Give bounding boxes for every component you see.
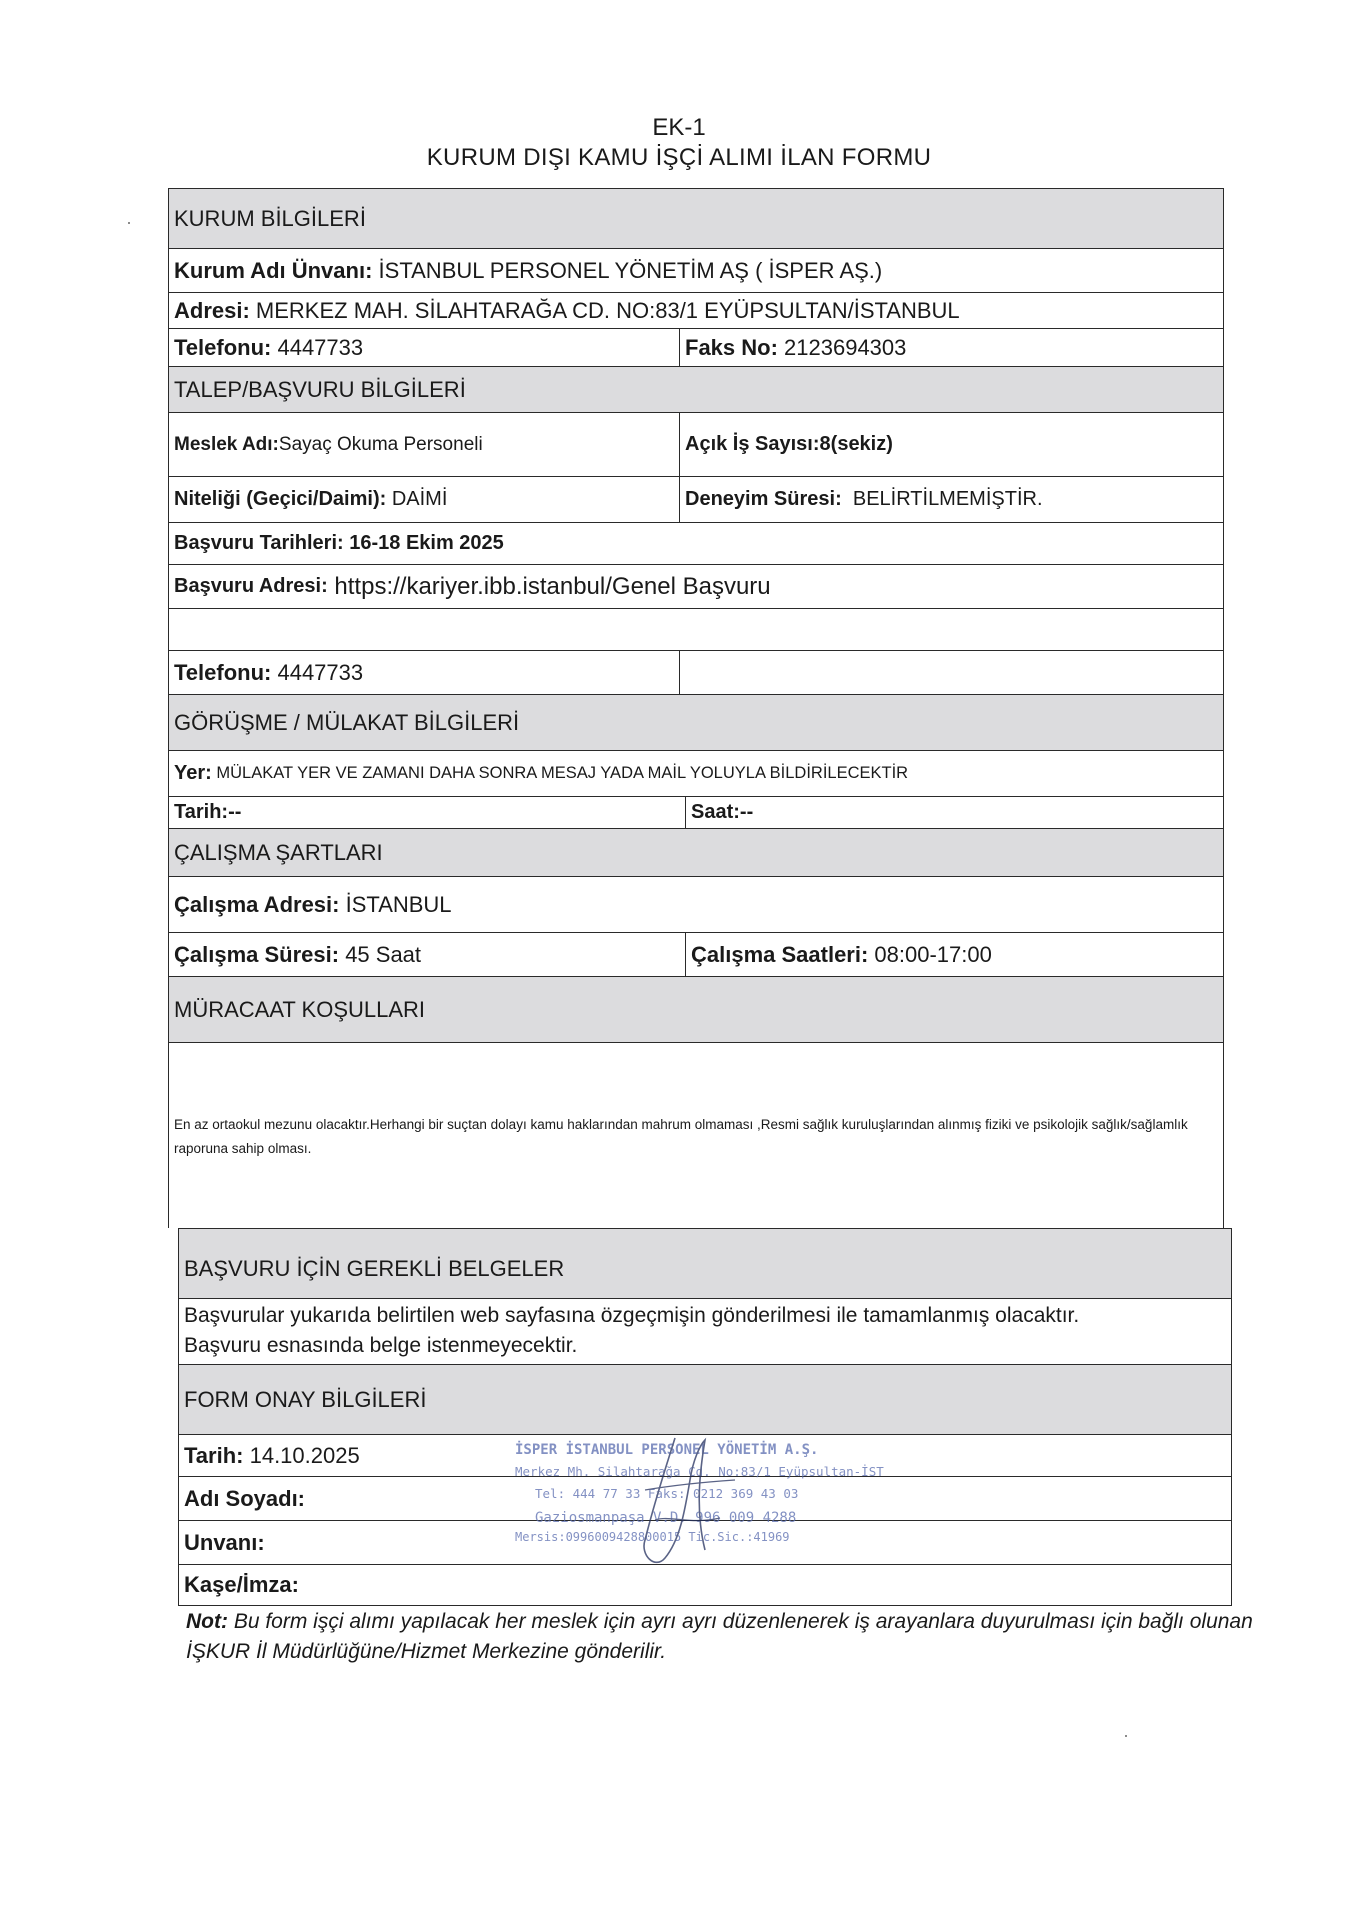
form-title: KURUM DIŞI KAMU İŞÇİ ALIMI İLAN FORMU bbox=[426, 144, 932, 171]
section-title: TALEP/BAŞVURU BİLGİLERİ bbox=[174, 376, 466, 402]
nature-row bbox=[168, 476, 1224, 522]
field-label: Telefonu: bbox=[174, 659, 272, 685]
field-label: Başvuru Adresi: bbox=[174, 575, 328, 597]
kurum-contact-row bbox=[168, 328, 1224, 366]
field-value: 14.10.2025 bbox=[243, 1442, 360, 1468]
empty-row bbox=[168, 608, 1224, 650]
stamp-line: Mersis:0996009428800015 Tic.Sic.:41969 bbox=[515, 1530, 790, 1544]
job-row bbox=[168, 412, 1224, 476]
section-gorusme bbox=[168, 694, 1224, 750]
field-value: DAİMİ bbox=[386, 488, 448, 510]
stamp-line: İSPER İSTANBUL PERSONEL YÖNETİM A.Ş. bbox=[515, 1442, 819, 1458]
field-value: İSTANBUL bbox=[339, 891, 452, 917]
talep-phone-row bbox=[168, 650, 1224, 694]
stamp-line: Gaziosmanpaşa V.D. 996 009 4288 bbox=[535, 1510, 797, 1526]
field-value: İSTANBUL PERSONEL YÖNETİM AŞ ( İSPER AŞ.) bbox=[372, 257, 883, 283]
note-text: Bu form işçi alımı yapılacak her meslek için ayrı ayrı düzenlenerek iş arayanlara duyurulması için bağlı olunan İŞKUR İl Müdürlüğüne/Hizmet Merkezine gönderilir. bbox=[186, 1610, 1259, 1663]
section-title: FORM ONAY BİLGİLERİ bbox=[184, 1386, 427, 1412]
documents-row bbox=[178, 1298, 1232, 1364]
field-value: 45 Saat bbox=[339, 941, 422, 967]
stamp-line: Tel: 444 77 33 Faks: 0212 369 43 03 bbox=[535, 1486, 799, 1501]
field-value: MERKEZ MAH. SİLAHTARAĞA CD. NO:83/1 EYÜPSULTAN/İSTANBUL bbox=[249, 297, 960, 323]
institution-phone-field bbox=[169, 329, 679, 366]
interview-datetime-row bbox=[168, 796, 1224, 828]
institution-address-field bbox=[169, 293, 1223, 328]
annex-label: EK-1 bbox=[652, 114, 706, 141]
field-label: Meslek Adı: bbox=[174, 433, 279, 455]
requirements-row bbox=[168, 1042, 1224, 1228]
work-hours-field bbox=[685, 933, 1223, 976]
institution-name-field bbox=[169, 249, 1223, 292]
section-title: MÜRACAAT KOŞULLARI bbox=[174, 996, 426, 1022]
section-talep bbox=[168, 366, 1224, 412]
field-value: Sayaç Okuma Personeli bbox=[278, 433, 483, 455]
field-label: Deneyim Süresi: bbox=[685, 488, 842, 510]
work-address-field bbox=[169, 877, 1223, 932]
interview-time-field: Saat:-- bbox=[685, 797, 1223, 828]
interview-date-field: Tarih:-- bbox=[174, 801, 242, 823]
section-calisma bbox=[168, 828, 1224, 876]
field-value: 2123694303 bbox=[777, 334, 907, 360]
signature-graphic bbox=[505, 1430, 835, 1580]
field-label: Faks No: bbox=[685, 334, 778, 360]
application-dates-field: Başvuru Tarihleri: 16-18 Ekim 2025 bbox=[174, 532, 504, 554]
empty-cell bbox=[679, 651, 1223, 694]
section-title: BAŞVURU İÇİN GEREKLİ BELGELER bbox=[184, 1255, 565, 1281]
work-time-row bbox=[168, 932, 1224, 976]
work-duration-field bbox=[169, 933, 685, 976]
application-address-field bbox=[169, 565, 1223, 608]
openings-field bbox=[679, 413, 1223, 476]
stamp-signature-field: Kaşe/İmza: bbox=[184, 1572, 299, 1597]
documents-line: Başvuru esnasında belge istenmeyecektir. bbox=[184, 1334, 578, 1357]
requirements-text: En az ortaokul mezunu olacaktır.Herhangi bir suçtan dolayı kamu haklarından mahrum olmaması ,Resmi sağlık kuruluşlarından alınmış fiziki ve psikolojik sağlık/sağlamlık raporuna sahip olması. bbox=[174, 1117, 1188, 1156]
section-muracaat bbox=[168, 976, 1224, 1042]
field-value: 8(sekiz) bbox=[819, 433, 893, 455]
institution-fax-field bbox=[679, 329, 1223, 366]
note-label: Not: bbox=[186, 1610, 228, 1633]
dates-row bbox=[168, 522, 1224, 564]
approver-name-field: Adı Soyadı: bbox=[184, 1485, 306, 1511]
work-address-row bbox=[168, 876, 1224, 932]
documents-text bbox=[179, 1299, 1231, 1364]
section-title: GÖRÜŞME / MÜLAKAT BİLGİLERİ bbox=[174, 709, 520, 735]
field-value: 4447733 bbox=[271, 659, 364, 685]
section-kurum bbox=[168, 188, 1224, 248]
section-title: ÇALIŞMA ŞARTLARI bbox=[174, 839, 383, 865]
interview-place-field bbox=[169, 751, 1223, 796]
kurum-address-row bbox=[168, 292, 1224, 328]
application-phone-field bbox=[169, 651, 679, 694]
job-title-field bbox=[169, 413, 679, 476]
footer-note bbox=[186, 1607, 1259, 1667]
field-value: BELİRTİLMEMİŞTİR. bbox=[841, 488, 1043, 510]
section-title: KURUM BİLGİLERİ bbox=[174, 205, 366, 231]
field-label: Kurum Adı Ünvanı: bbox=[174, 257, 373, 283]
field-label: Çalışma Saatleri: bbox=[691, 941, 869, 967]
field-label: Çalışma Süresi: bbox=[174, 941, 340, 967]
field-label: Telefonu: bbox=[174, 334, 272, 360]
documents-line: Başvurular yukarıda belirtilen web sayfasına özgeçmişin gönderilmesi ile tamamlanmış olacaktır. bbox=[184, 1304, 1080, 1327]
employment-nature-field bbox=[169, 477, 679, 522]
section-onay bbox=[178, 1364, 1232, 1434]
field-label: Yer: bbox=[174, 762, 212, 784]
approver-title-field: Unvanı: bbox=[184, 1529, 265, 1555]
field-label: Tarih: bbox=[184, 1442, 244, 1468]
field-value: 4447733 bbox=[271, 334, 364, 360]
interview-place-row bbox=[168, 750, 1224, 796]
field-label: Adresi: bbox=[174, 297, 250, 323]
field-label: Çalışma Adresi: bbox=[174, 891, 340, 917]
field-value: https://kariyer.ibb.istanbul/Genel Başvuru bbox=[327, 572, 771, 600]
company-stamp bbox=[505, 1430, 884, 1580]
apply-address-row bbox=[168, 564, 1224, 608]
field-label: Açık İş Sayısı: bbox=[685, 433, 820, 455]
section-belgeler bbox=[178, 1228, 1232, 1298]
stamp-line: Merkez Mh. Silahtarağa Cd. No:83/1 Eyüpsultan-İST bbox=[515, 1464, 884, 1479]
field-value: 08:00-17:00 bbox=[868, 941, 992, 967]
field-label: Niteliği (Geçici/Daimi): bbox=[174, 488, 387, 510]
field-value: MÜLAKAT YER VE ZAMANI DAHA SONRA MESAJ YADA MAİL YOLUYLA BİLDİRİLECEKTİR bbox=[211, 764, 909, 782]
kurum-name-row bbox=[168, 248, 1224, 292]
experience-field bbox=[679, 477, 1223, 522]
